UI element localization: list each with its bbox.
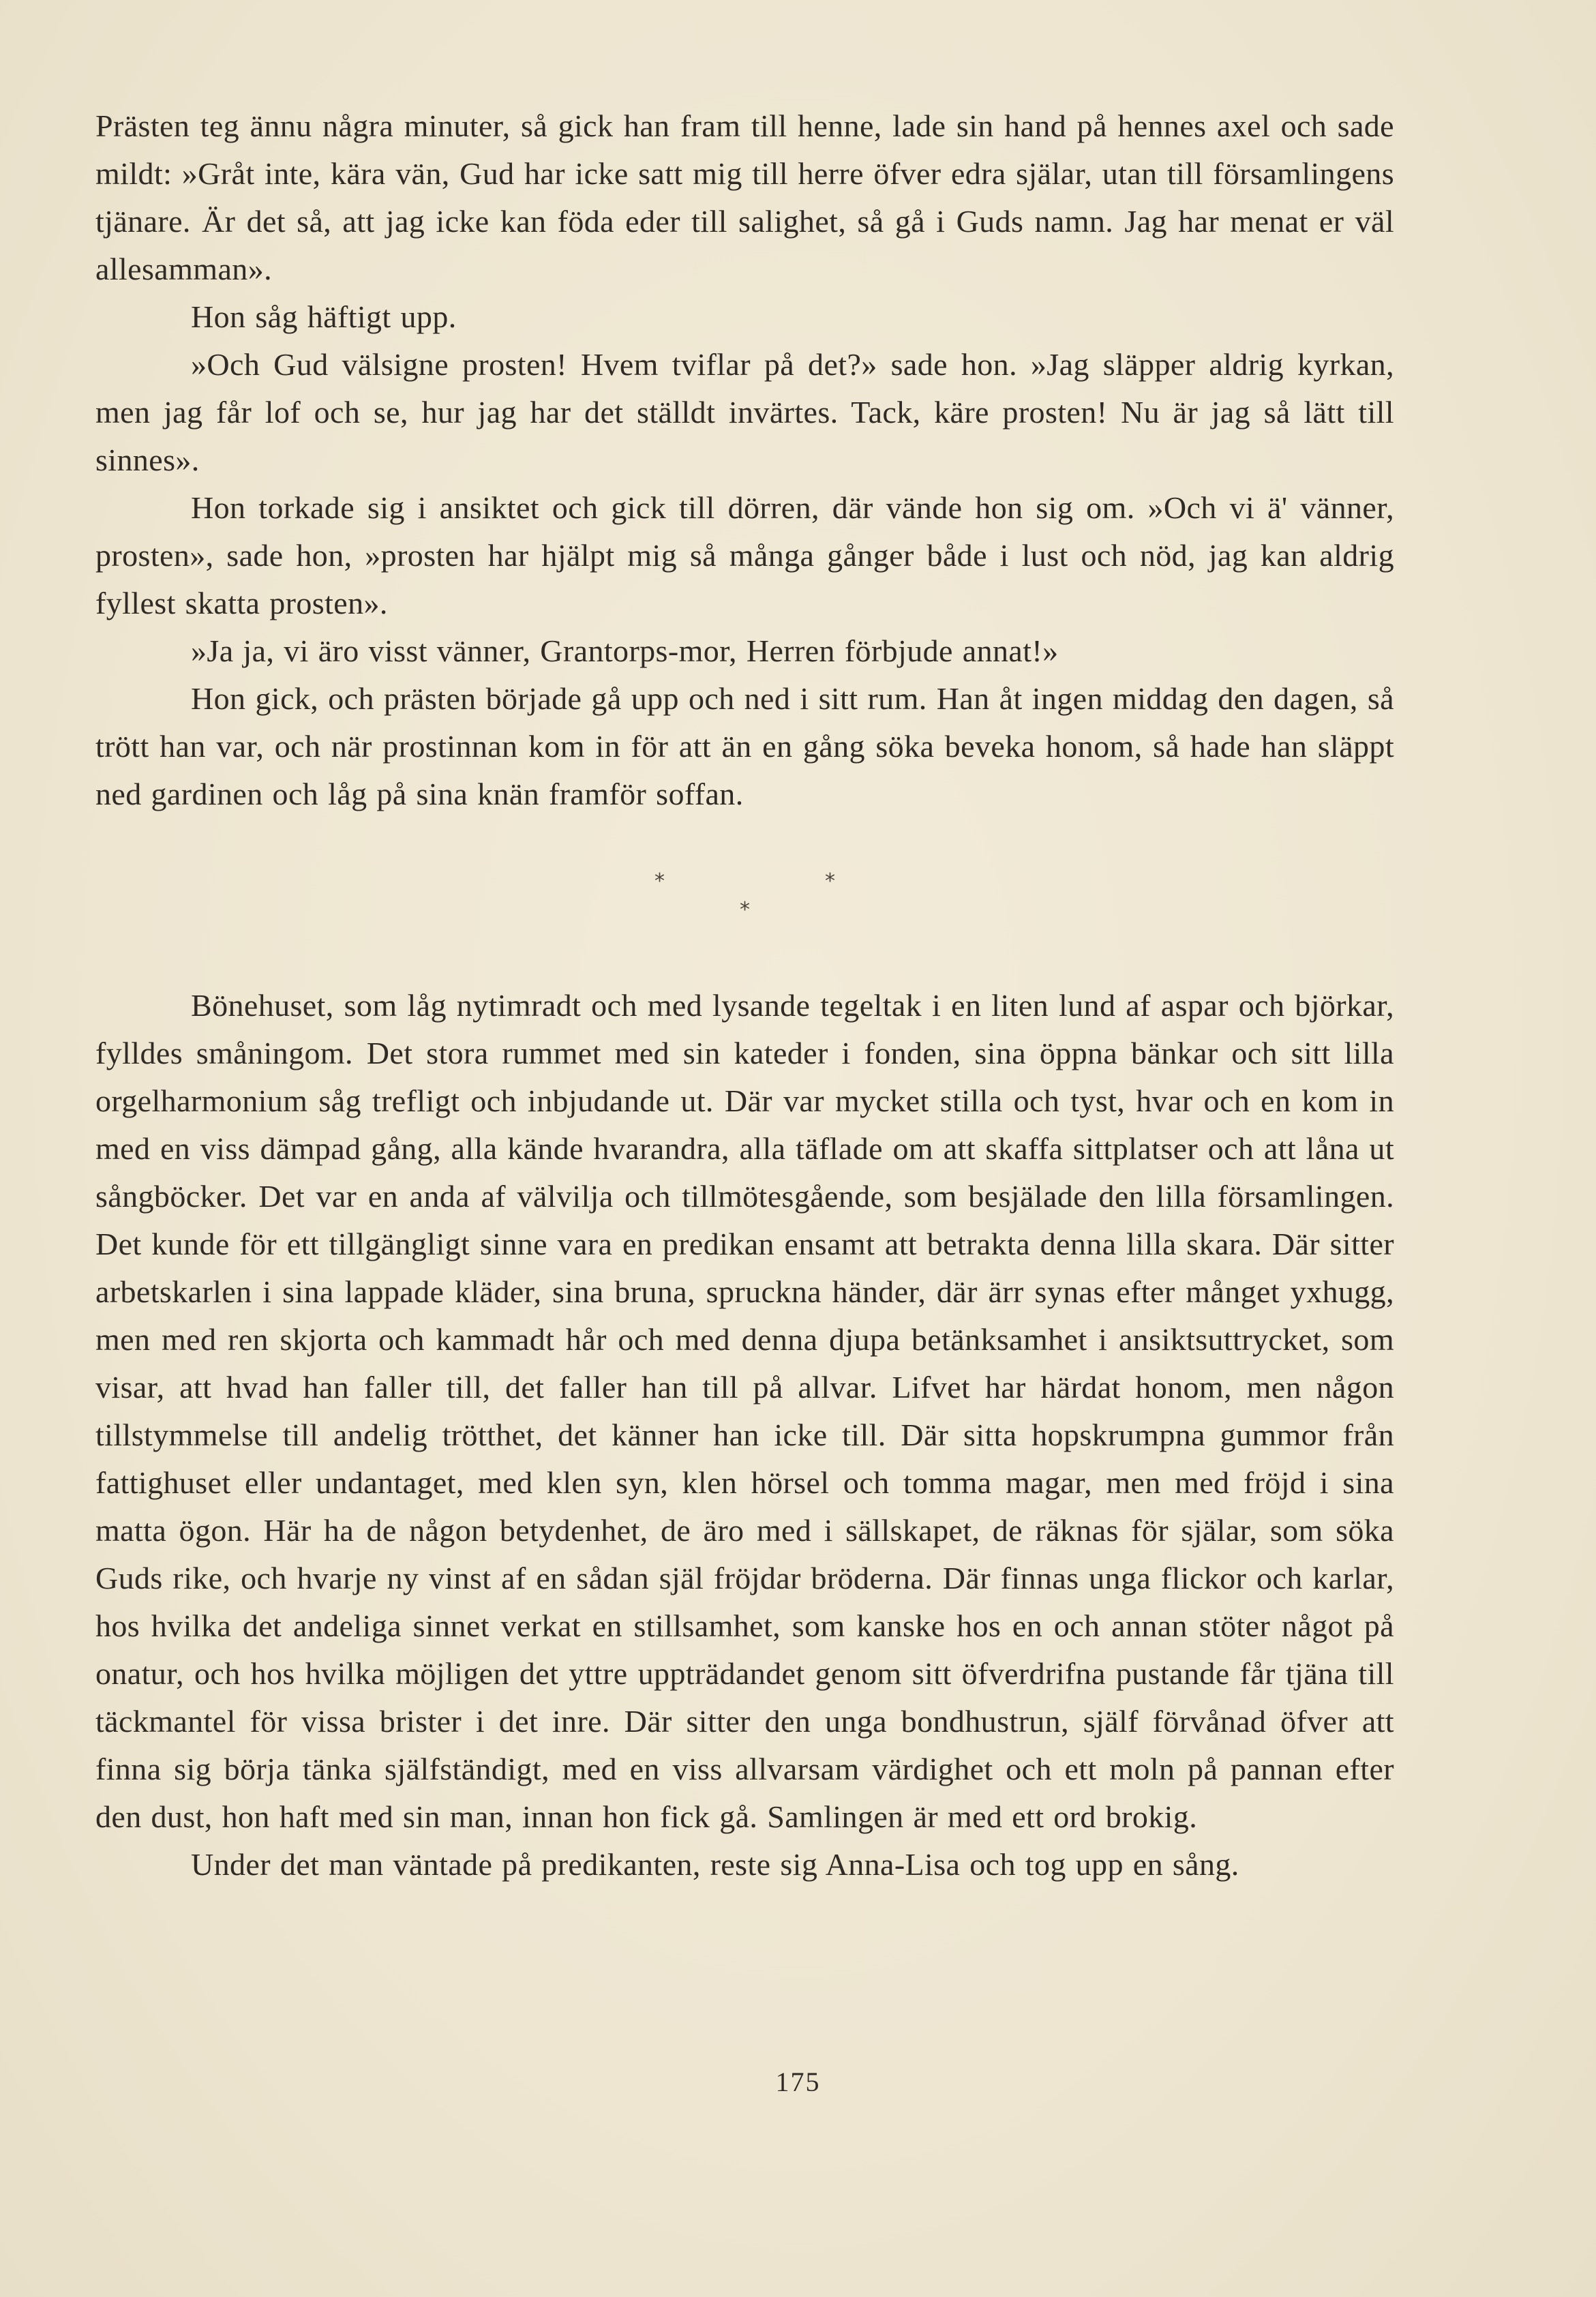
asterisk-mark: * <box>654 869 665 893</box>
paragraph: Prästen teg ännu några minuter, så gick han fram till henne, lade sin hand på hennes axel och sade mildt: »Gråt inte, kära vän, Gud har icke satt mig till herre öfver edra själar, utan till församlingens tjänare. Är det så, att jag icke kan föda eder till salighet, så gå i Guds namn. Jag har menat er väl allesamman». <box>95 108 1394 286</box>
section-separator <box>0 869 1596 924</box>
paragraph: Hon torkade sig i ansiktet och gick till dörren, där vände hon sig om. »Och vi ä' vänner, prosten», sade hon, »prosten har hjälpt mig så många gånger både i lust och nöd, jag kan aldrig fyllest skatta prosten». <box>95 490 1394 620</box>
paragraph: Hon såg häftigt upp. <box>191 299 457 334</box>
paragraph: Under det man väntade på predikanten, reste sig Anna-Lisa och tog upp en sång. <box>191 1847 1239 1882</box>
text-section-1 <box>95 102 1394 818</box>
paragraph: Hon gick, och prästen började gå upp och ned i sitt rum. Han åt ingen middag den dagen, så trött han var, och när prostinnan kom in för att än en gång söka beveka honom, så hade han släppt ned gardinen och låg på sina knän framför soffan. <box>95 681 1394 811</box>
paragraph: »Ja ja, vi äro visst vänner, Grantorps-mor, Herren förbjude annat!» <box>191 633 1059 668</box>
text-section-2 <box>95 982 1394 1889</box>
asterisk-mark: * <box>740 898 750 922</box>
page-number: 175 <box>775 2067 821 2097</box>
asterisk-mark: * <box>825 869 835 893</box>
paragraph: »Och Gud välsigne prosten! Hvem tviflar på det?» sade hon. »Jag släpper aldrig kyrkan, men jag får lof och se, hur jag har det ställdt invärtes. Tack, käre prosten! Nu är jag så lätt till sinnes». <box>95 347 1394 477</box>
paragraph: Bönehuset, som låg nytimradt och med lysande tegeltak i en liten lund af aspar och björkar, fylldes småningom. Det stora rummet med sin kateder i fonden, sina öppna bänkar och sitt lilla orgelharmonium såg trefligt och inbjudande ut. Där var mycket stilla och tyst, hvar och en kom in med en viss dämpad gång, alla kände hvarandra, alla täflade om att skaffa sittplatser och att låna ut sångböcker. Det var en anda af välvilja och tillmötesgående, som besjälade den lilla församlingen. Det kunde för ett tillgängligt sinne vara en predikan ensamt att betrakta denna lilla skara. Där sitter arbetskarlen i sina lappade kläder, sina bruna, spruckna händer, där ärr synas efter månget yxhugg, men med ren skjorta och kammadt hår och med denna djupa betänksamhet i ansiktsuttrycket, som visar, att hvad han faller till, det faller han till på allvar. Lifvet har härdat honom, men någon tillstymmelse till andelig trötthet, det känner han icke till. Där sitta hopskrumpna gummor från fattighuset eller undantaget, med klen syn, klen hörsel och tomma magar, men med fröjd i sina matta ögon. Här ha de någon betydenhet, de äro med i sällskapet, de räknas för själar, som söka Guds rike, och hvarje ny vinst af en sådan själ fröjdar bröderna. Där finnas unga flickor och karlar, hos hvilka det andeliga sinnet verkat en stillsamhet, som kanske hos en och annan stöter något på onatur, och hos hvilka möjligen det yttre uppträdandet genom sitt öfverdrifna pustande får tjäna till täckmantel för vissa brister i det inre. Där sitter den unga bondhustrun, själf förvånad öfver att finna sig börja tänka själfständigt, med en viss allvarsam värdighet och ett moln på pannan efter den dust, hon haft med sin man, innan hon fick gå. Samlingen är med ett ord brokig. <box>95 988 1394 1834</box>
